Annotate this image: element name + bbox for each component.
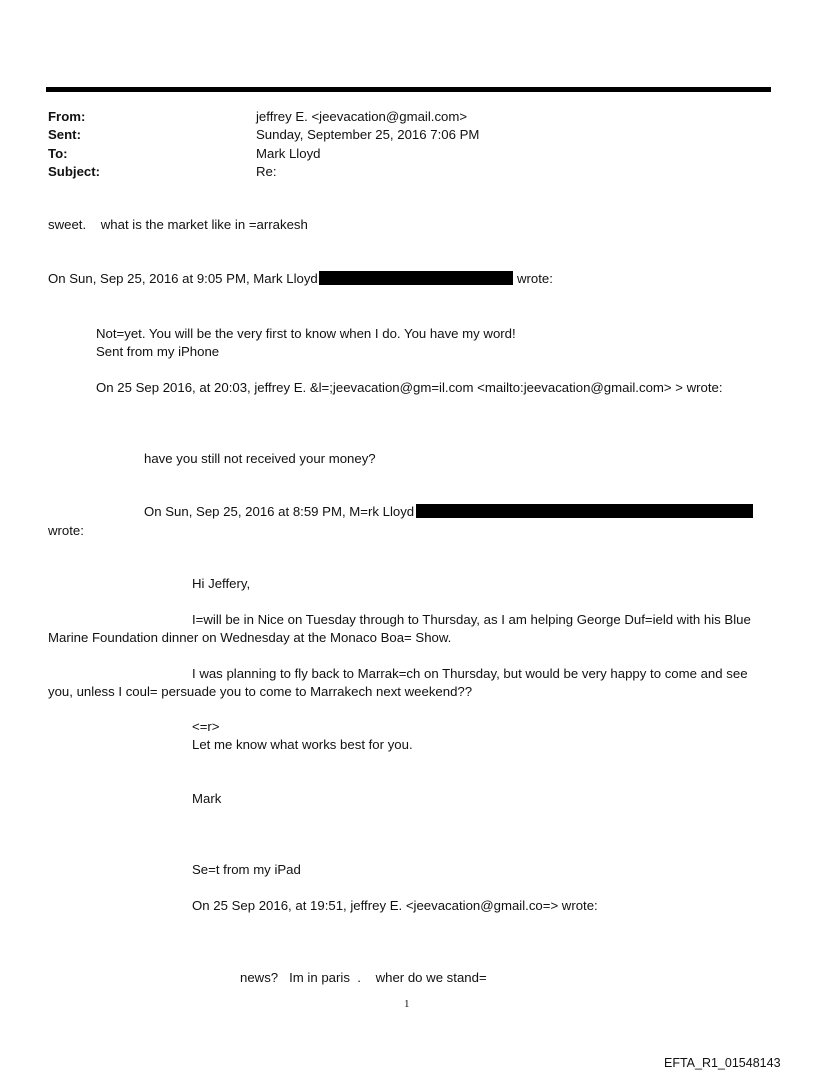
signature-name: Mark bbox=[192, 791, 222, 806]
paragraph-line: I=will be in Nice on Tuesday through to Thursday, as I am helping George Duf=ield with his Blue bbox=[192, 612, 751, 627]
redaction-box bbox=[416, 504, 753, 518]
quote-header-2: On 25 Sep 2016, at 20:03, jeffrey E. &l=;jeevacation@gm=il.com <mailto:jeevacation@gmail.com> > wrote: bbox=[96, 380, 723, 395]
paragraph-line: I was planning to fly back to Marrak=ch on Thursday, but would be very happy to come and see bbox=[192, 666, 748, 681]
quote-header-3: On Sun, Sep 25, 2016 at 8:59 PM, M=rk Lloyd bbox=[144, 504, 415, 519]
paragraph-line: Marine Foundation dinner on Wednesday at the Monaco Boa= Show. bbox=[48, 630, 452, 645]
sent-value: Sunday, September 25, 2016 7:06 PM bbox=[256, 127, 480, 142]
to-value: Mark Lloyd bbox=[256, 146, 321, 161]
greeting: Hi Jeffery, bbox=[192, 576, 251, 591]
signature-ipad: Se=t from my iPad bbox=[192, 862, 301, 877]
from-label: From: bbox=[48, 109, 86, 124]
message-line: sweet. what is the market like in =arrakesh bbox=[48, 217, 308, 232]
page-number: 1 bbox=[404, 998, 410, 1010]
subject-value: Re: bbox=[256, 164, 277, 179]
sent-label: Sent: bbox=[48, 127, 81, 142]
quote-header-1-wrote: wrote: bbox=[517, 271, 553, 286]
document-id: EFTA_R1_01548143 bbox=[664, 1056, 781, 1070]
signature-iphone: Sent from my iPhone bbox=[96, 344, 220, 359]
to-label: To: bbox=[48, 146, 68, 161]
paragraph-line: Let me know what works best for you. bbox=[192, 737, 413, 752]
quoted-question: have you still not received your money? bbox=[144, 451, 376, 466]
header-rule bbox=[46, 87, 771, 92]
redaction-box bbox=[319, 271, 513, 285]
reply-line: Not=yet. You will be the very first to know when I do. You have my word! bbox=[96, 326, 516, 341]
encoded-tag: <=r> bbox=[192, 719, 220, 734]
from-value: jeffrey E. <jeevacation@gmail.com> bbox=[256, 109, 468, 124]
quote-header-4: On 25 Sep 2016, at 19:51, jeffrey E. <jeevacation@gmail.co=> wrote: bbox=[192, 898, 598, 913]
paragraph-line: you, unless I coul= persuade you to come to Marrakech next weekend?? bbox=[48, 684, 473, 699]
quoted-message: news? Im in paris . wher do we stand= bbox=[240, 970, 487, 985]
subject-label: Subject: bbox=[48, 164, 101, 179]
quote-header-1: On Sun, Sep 25, 2016 at 9:05 PM, Mark Lloyd bbox=[48, 271, 318, 286]
quote-header-3-wrote: wrote: bbox=[48, 523, 84, 538]
